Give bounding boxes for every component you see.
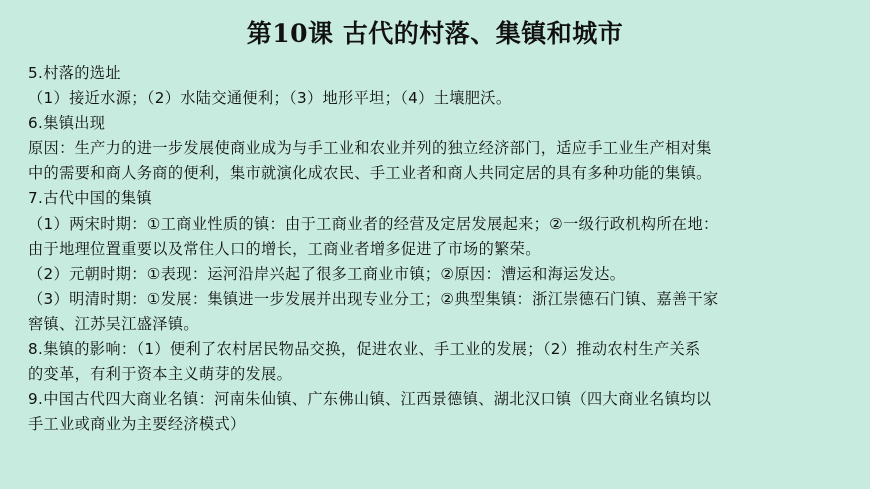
- heading-market-town-origin: 6.集镇出现: [28, 114, 106, 133]
- heading-four-famous-towns: 9.中国古代四大商业名镇：河南朱仙镇、广东佛山镇、江西景德镇、湖北汉口镇（四大商业名镇均以: [28, 390, 712, 409]
- heading-town-influence: 8.集镇的影响：（1）便利了农村居民物品交换，促进农业、手工业的发展；（2）推动农村生产关系: [28, 340, 701, 359]
- text-line: （3）明清时期：①发展：集镇进一步发展并出现专业分工；②典型集镇：浙江崇德石门镇、嘉善干家: [28, 289, 719, 308]
- text-line: 的变革，有利于资本主义萌芽的发展。: [28, 365, 293, 384]
- text-line: 手工业或商业为主要经济模式）: [28, 415, 246, 434]
- slide-body: [28, 61, 854, 437]
- text-line: 窖镇、江苏吴江盛泽镇。: [28, 314, 199, 333]
- text-line: （1）接近水源；（2）水陆交通便利；（3）地形平坦；（4）土壤肥沃。: [28, 89, 512, 108]
- text-line: （1）两宋时期：①工商业性质的镇：由于工商业者的经营及定居发展起来；②一级行政机构所在地：: [28, 214, 719, 233]
- text-line: （2）元朝时期：①表现：运河沿岸兴起了很多工商业市镇；②原因：漕运和海运发达。: [28, 264, 626, 283]
- slide-title: 第10课 古代的村落、集镇和城市: [246, 19, 624, 48]
- heading-ancient-china-towns: 7.古代中国的集镇: [28, 189, 152, 208]
- text-line: 由于地理位置重要以及常住人口的增长，工商业者增多促进了市场的繁荣。: [28, 239, 541, 258]
- text-line: 原因：生产力的进一步发展使商业成为与手工业和农业并列的独立经济部门，适应手工业生产相对集: [28, 139, 712, 158]
- heading-village-site: 5.村落的选址: [28, 64, 121, 82]
- text-line: 中的需要和商人务商的便利，集市就演化成农民、手工业者和商人共同定居的具有多种功能的集镇。: [28, 164, 712, 183]
